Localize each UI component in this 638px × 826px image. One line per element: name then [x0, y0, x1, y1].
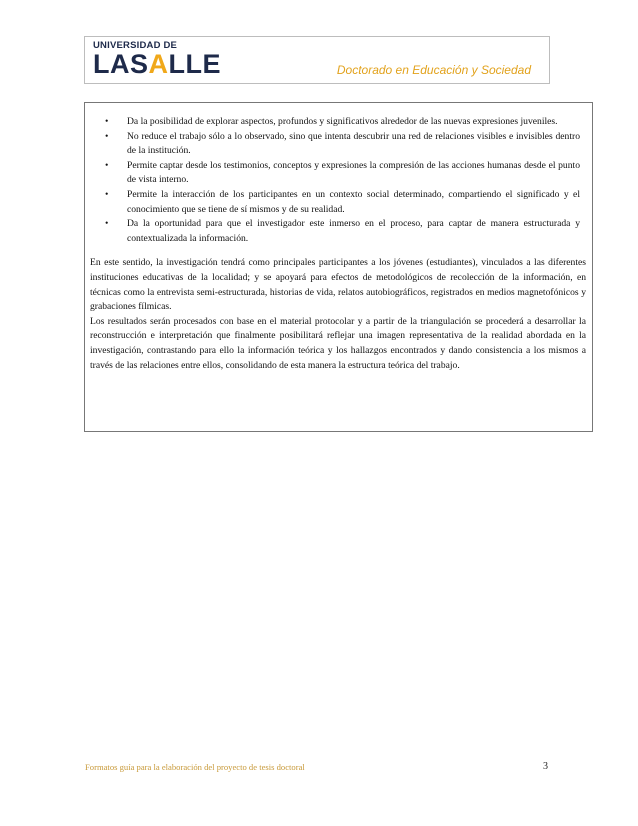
logo-main-text: LASALLE — [93, 49, 222, 79]
bullet-icon: • — [105, 218, 109, 230]
page-header — [84, 36, 550, 84]
bullet-icon: • — [105, 159, 109, 171]
page-number: 3 — [543, 761, 548, 772]
bullet-icon: • — [105, 130, 109, 142]
footer-text: Formatos guía para la elaboración del proyecto de tesis doctoral — [85, 762, 305, 772]
list-item: • Permite la interacción de los participantes en un contexto social determinado, compartiendo el significado y el conocimiento que se tiene de sí mismos y de su realidad. — [105, 188, 580, 215]
list-item: • Da la oportunidad para que el investigador este inmerso en el proceso, para captar de manera estructurada y contextualizada la información. — [105, 218, 580, 244]
content-box — [84, 102, 593, 432]
paragraph-participants: En este sentido, la investigación tendrá como principales participantes a los jóvenes (estudiantes), vinculados a las diferentes instituciones educativas de la localidad; y se apoyará para efectos de metodológicos de recolección de la información, en técnicas como la entrevista semi-estructurada, historias de vida, relatos autobiográficos, registrados en medios magnetofónicos y grabaciones fílmicas. — [90, 257, 586, 313]
list-item: • No reduce el trabajo sólo a lo observado, sino que intenta descubrir una red de relaciones visibles e invisibles dentro de la institución. — [105, 130, 580, 157]
list-item: • Permite captar desde los testimonios, conceptos y expresiones la compresión de las acciones humanas desde el punto de vista interno. — [105, 159, 580, 186]
paragraph-results: Los resultados serán procesados con base en el material protocolar y a partir de la triangulación se procederá a desarrollar la reconstrucción e interpretación que finalmente posibilitará reflejar una imagen representativa de la realidad abordada en la investigación, contrastando para ello la información teórica y los hallazgos encontrados y dando consistencia a los mismos a través de las relaciones entre ellos, consolidando de esta manera la estructura teórica del trabajo. — [90, 315, 586, 371]
bullet-icon: • — [105, 116, 109, 127]
logo-top-text: UNIVERSIDAD DE — [93, 40, 178, 51]
program-title: Doctorado en Educación y Sociedad — [336, 63, 531, 77]
university-logo — [93, 40, 243, 82]
logo-accent-letter: A — [148, 49, 169, 79]
list-item: • Da la posibilidad de explorar aspectos, profundos y significativos alrededor de las nuevas expresiones juveniles. — [90, 115, 586, 130]
bullet-list — [90, 115, 586, 246]
bullet-icon: • — [105, 188, 109, 200]
